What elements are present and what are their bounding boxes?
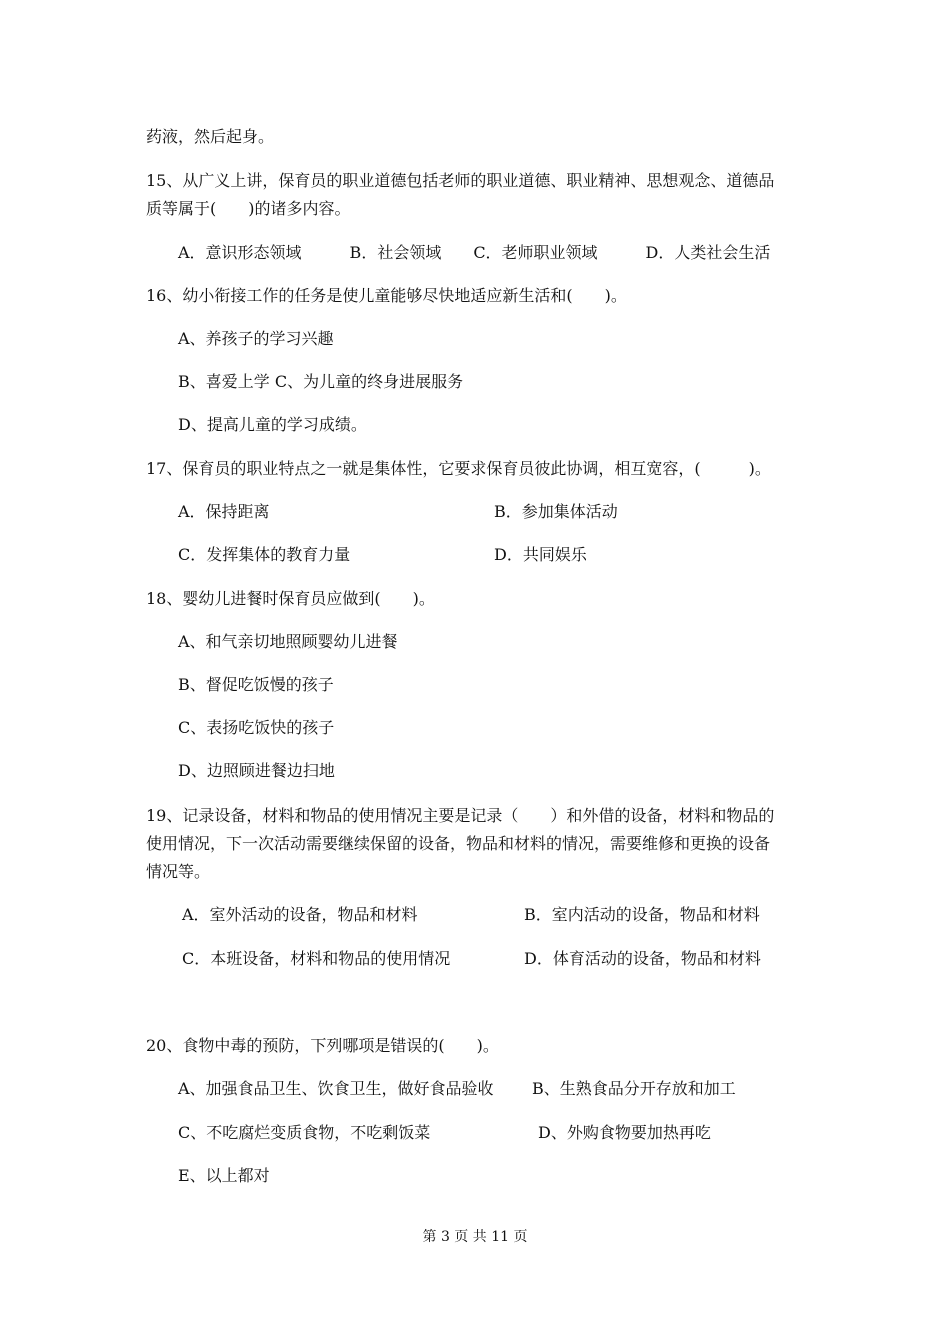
question-17-option-a: A．保持距离: [178, 502, 270, 521]
question-15-stem-cont: 质等属于( )的诸多内容。: [146, 199, 351, 218]
question-20-option-a: A、加强食品卫生、饮食卫生，做好食品验收: [178, 1079, 494, 1098]
text-line: 药液，然后起身。: [146, 127, 275, 146]
question-20-option-c: C、不吃腐烂变质食物，不吃剩饭菜: [178, 1123, 431, 1142]
question-15-options: A．意识形态领域 B．社会领域 C．老师职业领域 D．人类社会生活: [178, 243, 771, 262]
question-18-option-a: A、和气亲切地照顾婴幼儿进餐: [178, 632, 398, 651]
question-18-stem: 18、婴幼儿进餐时保育员应做到( )。: [146, 589, 435, 608]
question-16-option-bc: B、喜爱上学 C、为儿童的终身进展服务: [178, 372, 464, 391]
question-16-option-d: D、提高儿童的学习成绩。: [178, 415, 367, 434]
question-16-option-a: A、养孩子的学习兴趣: [178, 329, 334, 348]
question-19-option-d: D．体育活动的设备，物品和材料: [524, 949, 761, 968]
question-15-stem: 15、从广义上讲，保育员的职业道德包括老师的职业道德、职业精神、思想观念、道德品: [146, 171, 775, 190]
question-19-stem-cont2: 情况等。: [146, 862, 211, 881]
question-18-option-c: C、表扬吃饭快的孩子: [178, 718, 335, 737]
page-footer: 第 3 页 共 11 页: [422, 1229, 528, 1245]
question-17-option-b: B．参加集体活动: [494, 502, 618, 521]
question-17-stem: 17、保育员的职业特点之一就是集体性，它要求保育员彼此协调，相互宽容，( )。: [146, 459, 771, 478]
question-19-option-c: C．本班设备，材料和物品的使用情况: [182, 949, 451, 968]
question-19-option-a: A．室外活动的设备，物品和材料: [182, 905, 418, 924]
question-17-option-d: D．共同娱乐: [494, 545, 587, 564]
question-18-option-d: D、边照顾进餐边扫地: [178, 761, 335, 780]
question-20-option-e: E、以上都对: [178, 1166, 270, 1185]
question-19-stem: 19、记录设备，材料和物品的使用情况主要是记录（ ）和外借的设备，材料和物品的: [146, 806, 775, 825]
question-18-option-b: B、督促吃饭慢的孩子: [178, 675, 334, 694]
question-20-option-b: B、生熟食品分开存放和加工: [532, 1079, 736, 1098]
question-17-option-c: C．发挥集体的教育力量: [178, 545, 351, 564]
question-20-option-d: D、外购食物要加热再吃: [538, 1123, 711, 1142]
question-20-stem: 20、食物中毒的预防，下列哪项是错误的( )。: [146, 1036, 499, 1055]
question-19-stem-cont: 使用情况，下一次活动需要继续保留的设备，物品和材料的情况，需要维修和更换的设备: [146, 834, 771, 853]
question-19-option-b: B．室内活动的设备，物品和材料: [524, 905, 760, 924]
question-16-stem: 16、幼小衔接工作的任务是使儿童能够尽快地适应新生活和( )。: [146, 286, 627, 305]
